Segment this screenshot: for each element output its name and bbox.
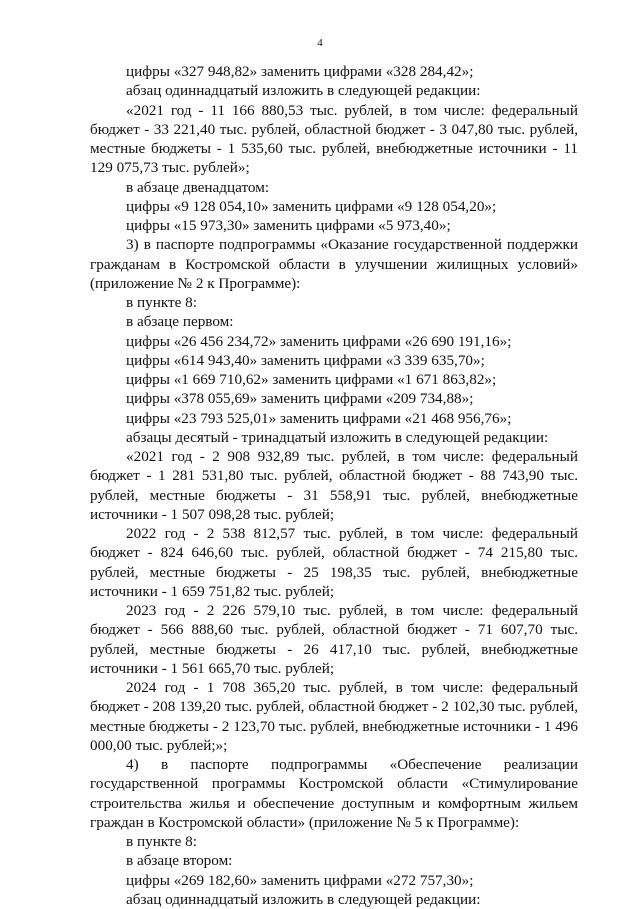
paragraph: в пункте 8:	[126, 833, 197, 850]
paragraph: в пункте 8:	[126, 294, 197, 311]
paragraph: «2021 год - 11 166 880,53 тыс. рублей, в том числе: федеральный бюджет - 33 221,40 тыс. рублей, областной бюджет - 3 047,80 тыс. рублей, местные бюджеты - 1 535,60 тыс. рублей, внебюджетные источники - 11 129 075,73 тыс. рублей»;	[90, 101, 578, 177]
paragraph: 2023 год - 2 226 579,10 тыс. рублей, в том числе: федеральный бюджет - 566 888,60 тыс. рублей, областной бюджет - 71 607,70 тыс. рублей, местные бюджеты - 26 417,10 тыс. рублей, внебюджетные источники - 1 561 665,70 тыс. рублей;	[90, 602, 578, 677]
paragraph: 4) в паспорте подпрограммы «Обеспечение реализации государственной программы Костромской области «Стимулирование строительства жилья и обеспечение доступным и комфортным жильем граждан в Костромской области» (приложение № 5 к Программе):	[90, 756, 578, 831]
paragraph: цифры «378 055,69» заменить цифрами «209 734,88»;	[126, 390, 474, 408]
paragraph: абзац одиннадцатый изложить в следующей редакции:	[126, 890, 481, 908]
paragraph: 2024 год - 1 708 365,20 тыс. рублей, в том числе: федеральный бюджет - 208 139,20 тыс. рублей, областной бюджет - 2 102,30 тыс. рублей, местные бюджеты - 2 123,70 тыс. рублей, внебюджетные источники - 1 496 000,00 тыс. рублей;»;	[90, 679, 578, 754]
paragraph: цифры «23 793 525,01» заменить цифрами «21 468 956,76»;	[126, 409, 512, 427]
paragraph: цифры «15 973,30» заменить цифрами «5 973,40»;	[126, 217, 451, 234]
paragraph: «2021 год - 2 908 932,89 тыс. рублей, в том числе: федеральный бюджет - 1 281 531,80 тыс. рублей, областной бюджет - 88 743,90 тыс. рублей, местные бюджеты - 31 558,91 тыс. рублей, внебюджетные источники - 1 507 098,28 тыс. рублей;	[90, 448, 578, 523]
paragraph: 3) в паспорте подпрограммы «Оказание государственной поддержки гражданам в Костромской области в улучшении жилищных условий» (приложение № 2 к Программе):	[90, 236, 578, 292]
paragraph: цифры «614 943,40» заменить цифрами «3 339 635,70»;	[126, 351, 485, 369]
document-body	[90, 62, 578, 909]
paragraph: цифры «9 128 054,10» заменить цифрами «9 128 054,20»;	[126, 197, 497, 215]
paragraph: цифры «269 182,60» заменить цифрами «272 757,30»;	[126, 871, 474, 889]
paragraph: в абзаце первом:	[126, 313, 234, 331]
paragraph: абзацы десятый - тринадцатый изложить в следующей редакции:	[126, 428, 549, 446]
paragraph: в абзаце втором:	[126, 852, 233, 870]
paragraph: в абзаце двенадцатом:	[126, 178, 270, 196]
paragraph: цифры «327 948,82» заменить цифрами «328 284,42»;	[126, 63, 474, 80]
paragraph: цифры «26 456 234,72» заменить цифрами «26 690 191,16»;	[126, 332, 512, 350]
page-number: 4	[317, 37, 323, 49]
paragraph: абзац одиннадцатый изложить в следующей редакции:	[126, 82, 481, 100]
paragraph: 2022 год - 2 538 812,57 тыс. рублей, в том числе: федеральный бюджет - 824 646,60 тыс. рублей, областной бюджет - 74 215,80 тыс. рублей, местные бюджеты - 25 198,35 тыс. рублей, внебюджетные источники - 1 659 751,82 тыс. рублей;	[90, 525, 578, 600]
paragraph: цифры «1 669 710,62» заменить цифрами «1 671 863,82»;	[126, 371, 497, 388]
